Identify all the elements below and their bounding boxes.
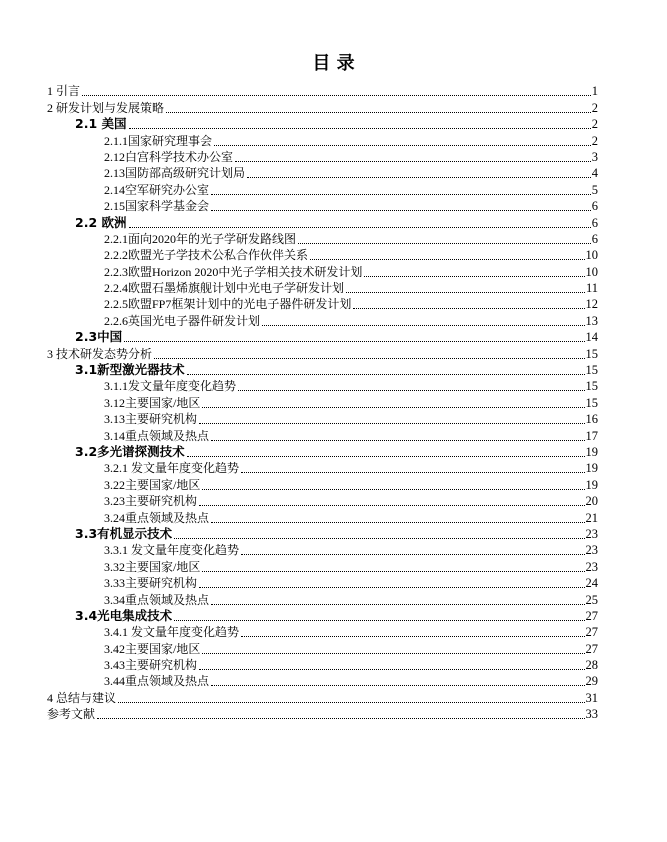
dot-leader <box>211 604 584 605</box>
toc-entry <box>47 476 598 492</box>
toc-entry-page: 23 <box>585 526 598 541</box>
dot-leader <box>211 194 591 195</box>
toc-entry <box>47 116 598 132</box>
toc-entry-label: 2.2 欧洲 <box>75 214 127 230</box>
dot-leader <box>202 571 584 572</box>
dot-leader <box>262 325 584 326</box>
toc-entry-page: 15 <box>585 363 598 378</box>
toc-entry-label: 3.2.1 发文量年度变化趋势 <box>104 461 240 476</box>
dot-leader <box>154 358 584 359</box>
toc-entry-label: 3.1.1发文量年度变化趋势 <box>104 379 237 394</box>
toc-entry-label: 3.1新型激光器技术 <box>75 362 185 378</box>
toc-entry-label: 3.42主要国家/地区 <box>104 641 201 656</box>
toc-entry <box>47 165 598 181</box>
dot-leader <box>187 374 585 375</box>
dot-leader <box>346 292 585 293</box>
dot-leader <box>364 276 584 277</box>
toc-entry <box>47 198 598 214</box>
toc-entry-page: 14 <box>585 330 598 345</box>
toc-entry <box>47 493 598 509</box>
dot-leader <box>199 669 584 670</box>
toc-entry-label: 3.3有机显示技术 <box>75 525 173 541</box>
dot-leader <box>129 227 591 228</box>
toc-entry-page: 2 <box>591 100 598 115</box>
toc-entry-label: 3.2多光谱探测技术 <box>75 443 185 459</box>
toc-entry <box>47 247 598 263</box>
dot-leader <box>199 505 584 506</box>
toc-entry <box>47 460 598 476</box>
dot-leader <box>214 145 591 146</box>
toc-entry <box>47 444 598 460</box>
toc-entry-label: 2 研发计划与发展策略 <box>47 100 165 115</box>
toc-entry-label: 2.2.2欧盟光子学技术公私合作伙伴关系 <box>104 248 309 263</box>
toc-entry-page: 19 <box>585 444 598 459</box>
toc-entry-page: 13 <box>585 313 598 328</box>
toc-entry-page: 15 <box>585 379 598 394</box>
dot-leader <box>97 718 584 719</box>
toc-entry-page: 16 <box>585 412 598 427</box>
dot-leader <box>241 636 584 637</box>
toc-entry <box>47 624 598 640</box>
toc-entry <box>47 526 598 542</box>
toc-entry-label: 3.44重点领域及热点 <box>104 674 210 689</box>
toc-entry <box>47 280 598 296</box>
toc-entry-label: 3.34重点领域及热点 <box>104 592 210 607</box>
page-title: 目 录 <box>312 53 355 74</box>
toc-entry-page: 19 <box>585 461 598 476</box>
toc-entry-page: 31 <box>585 690 598 705</box>
toc-entry-label: 2.2.6英国光电子器件研发计划 <box>104 313 261 328</box>
toc-entry-page: 27 <box>585 608 598 623</box>
toc-entry-page: 10 <box>585 264 598 279</box>
toc-entry <box>47 575 598 591</box>
toc-entry-label: 3.22主要国家/地区 <box>104 477 201 492</box>
toc-entry-label: 2.1 美国 <box>75 116 127 132</box>
toc-entry-page: 23 <box>585 559 598 574</box>
toc-entry-label: 3.12主要国家/地区 <box>104 395 201 410</box>
toc-entry-page: 24 <box>585 576 598 591</box>
dot-leader <box>124 341 584 342</box>
toc-entry-label: 3.32主要国家/地区 <box>104 559 201 574</box>
dot-leader <box>310 259 584 260</box>
toc-entry <box>47 362 598 378</box>
toc-entry <box>47 231 598 247</box>
toc-entry <box>47 99 598 115</box>
toc-entry <box>47 296 598 312</box>
dot-leader <box>202 489 584 490</box>
toc-entry <box>47 83 598 99</box>
dot-leader <box>211 210 591 211</box>
toc-entry-page: 28 <box>585 658 598 673</box>
toc-entry <box>47 378 598 394</box>
toc-entry-label: 1 引言 <box>47 84 81 99</box>
dot-leader <box>298 243 591 244</box>
toc-entry-label: 2.3中国 <box>75 329 123 345</box>
toc-entry-label: 2.2.5欧盟FP7框架计划中的光电子器件研发计划 <box>104 297 352 312</box>
toc-entry-page: 5 <box>591 182 598 197</box>
toc-entry-label: 2.2.1面向2020年的光子学研发路线图 <box>104 231 297 246</box>
dot-leader <box>202 653 584 654</box>
toc-entry-label: 2.2.4欧盟石墨烯旗舰计划中光电子学研发计划 <box>104 281 345 296</box>
toc-entry-page: 17 <box>585 428 598 443</box>
toc-entry <box>47 706 598 722</box>
dot-leader <box>187 456 585 457</box>
dot-leader <box>118 702 584 703</box>
toc-entry <box>47 542 598 558</box>
toc-entry-page: 33 <box>585 707 598 722</box>
toc-entry-label: 3.33主要研究机构 <box>104 576 198 591</box>
toc-entry-label: 2.15国家科学基金会 <box>104 199 210 214</box>
toc-entry-page: 15 <box>585 346 598 361</box>
toc-entry <box>47 214 598 230</box>
toc-entry <box>47 132 598 148</box>
toc-entry <box>47 312 598 328</box>
toc-entry-label: 3.4光电集成技术 <box>75 607 173 623</box>
toc-entry-page: 20 <box>585 494 598 509</box>
toc-entry <box>47 689 598 705</box>
toc-entry-page: 11 <box>585 281 598 296</box>
dot-leader <box>211 685 584 686</box>
toc-entry-page: 12 <box>585 297 598 312</box>
dot-leader <box>211 440 584 441</box>
toc-entry-label: 3.43主要研究机构 <box>104 658 198 673</box>
toc-entry-label: 3.3.1 发文量年度变化趋势 <box>104 543 240 558</box>
dot-leader <box>353 308 584 309</box>
toc-entry-label: 3.4.1 发文量年度变化趋势 <box>104 625 240 640</box>
toc-entry-page: 29 <box>585 674 598 689</box>
toc-entry <box>47 657 598 673</box>
toc-entry <box>47 558 598 574</box>
toc-entry-page: 3 <box>591 149 598 164</box>
dot-leader <box>199 587 584 588</box>
toc-entry-page: 4 <box>591 166 598 181</box>
dot-leader <box>211 522 584 523</box>
toc-entry <box>47 411 598 427</box>
toc-entry-page: 25 <box>585 592 598 607</box>
toc-entry-page: 15 <box>585 395 598 410</box>
toc-entry-label: 3.24重点领域及热点 <box>104 510 210 525</box>
toc-entry-page: 21 <box>585 510 598 525</box>
dot-leader <box>235 161 591 162</box>
toc-entry-page: 27 <box>585 641 598 656</box>
dot-leader <box>202 407 584 408</box>
toc-entry-label: 2.2.3欧盟Horizon 2020中光子学相关技术研发计划 <box>104 264 363 279</box>
toc-entry <box>47 608 598 624</box>
toc-entry-page: 23 <box>585 543 598 558</box>
toc-entry-page: 2 <box>591 117 598 132</box>
dot-leader <box>174 538 584 539</box>
toc-entry <box>47 394 598 410</box>
toc-entry-page: 27 <box>585 625 598 640</box>
toc-entry-label: 3.13主要研究机构 <box>104 412 198 427</box>
dot-leader <box>174 620 584 621</box>
dot-leader <box>247 177 591 178</box>
toc-entry-label: 4 总结与建议 <box>47 690 117 705</box>
toc-entry-label: 3.23主要研究机构 <box>104 494 198 509</box>
dot-leader <box>241 554 584 555</box>
toc-entry-page: 6 <box>591 231 598 246</box>
dot-leader <box>238 390 584 391</box>
toc-entry-label: 2.13国防部高级研究计划局 <box>104 166 246 181</box>
toc-entry <box>47 149 598 165</box>
toc-entry-label: 参考文献 <box>47 707 96 722</box>
toc-entry-page: 1 <box>591 84 598 99</box>
toc-entry-page: 19 <box>585 477 598 492</box>
toc-entry-page: 6 <box>591 199 598 214</box>
dot-leader <box>199 423 584 424</box>
toc-list <box>47 83 598 722</box>
toc-entry <box>47 181 598 197</box>
dot-leader <box>82 95 591 96</box>
toc-entry-page: 2 <box>591 133 598 148</box>
dot-leader <box>129 128 591 129</box>
toc-entry <box>47 263 598 279</box>
dot-leader <box>241 472 584 473</box>
toc-entry-label: 3.14重点领域及热点 <box>104 428 210 443</box>
toc-entry <box>47 329 598 345</box>
dot-leader <box>166 112 591 113</box>
toc-entry-label: 2.12白宫科学技术办公室 <box>104 149 234 164</box>
toc-entry-label: 2.14空军研究办公室 <box>104 182 210 197</box>
toc-entry-page: 10 <box>585 248 598 263</box>
toc-entry-label: 2.1.1国家研究理事会 <box>104 133 213 148</box>
toc-entry <box>47 673 598 689</box>
toc-entry <box>47 640 598 656</box>
toc-entry-page: 6 <box>591 215 598 230</box>
toc-entry-label: 3 技术研发态势分析 <box>47 346 153 361</box>
